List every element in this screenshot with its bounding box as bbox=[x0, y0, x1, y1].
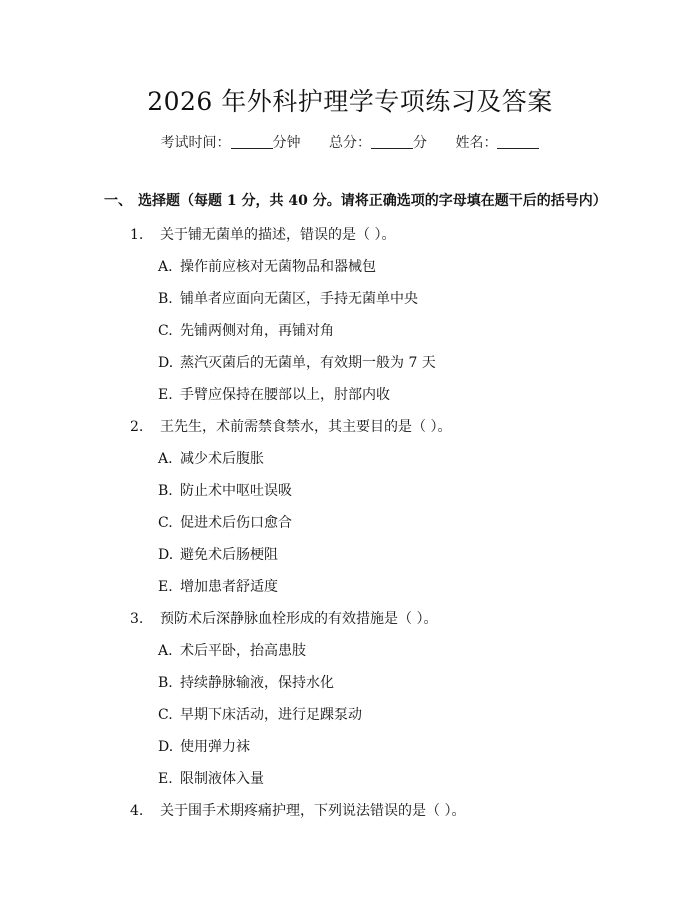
question-number: 1. bbox=[130, 227, 144, 243]
question-number: 3. bbox=[130, 611, 144, 627]
option-text: 手臂应保持在腰部以上，肘部内收 bbox=[180, 387, 390, 403]
option-text: 持续静脉输液，保持水化 bbox=[180, 675, 334, 691]
question-stem bbox=[130, 416, 451, 436]
option-text: 术后平卧，抬高患肢 bbox=[180, 643, 306, 659]
option-letter: C. bbox=[158, 707, 173, 723]
section-heading bbox=[104, 190, 607, 210]
option-text: 操作前应核对无菌物品和器械包 bbox=[180, 259, 376, 275]
question-option bbox=[158, 320, 334, 340]
exam-meta bbox=[0, 132, 700, 152]
page-title: 2026 年外科护理学专项练习及答案 bbox=[147, 87, 553, 116]
option-letter: D. bbox=[158, 739, 174, 755]
question-option bbox=[158, 736, 250, 756]
question-option bbox=[158, 384, 390, 404]
question-option bbox=[158, 672, 334, 692]
question-option bbox=[158, 448, 264, 468]
question-option bbox=[158, 768, 264, 788]
question-number: 4. bbox=[130, 803, 144, 819]
section-number: 一、 bbox=[104, 193, 132, 209]
option-letter: E. bbox=[158, 387, 173, 403]
exam-time-unit: 分钟 bbox=[272, 135, 301, 151]
total-score-blank[interactable] bbox=[371, 134, 413, 149]
option-letter: B. bbox=[158, 483, 173, 499]
option-letter: D. bbox=[158, 355, 174, 371]
question-text: 王先生，术前需禁食禁水，其主要目的是（ ）。 bbox=[160, 419, 452, 435]
question-option bbox=[158, 704, 362, 724]
question-stem bbox=[130, 800, 465, 820]
question-option bbox=[158, 288, 418, 308]
option-text: 蒸汽灭菌后的无菌单，有效期一般为 7 天 bbox=[180, 355, 436, 371]
question-option bbox=[158, 640, 306, 660]
question-stem bbox=[130, 608, 437, 628]
question-option bbox=[158, 512, 292, 532]
option-letter: A. bbox=[158, 259, 173, 275]
section-instructions: 选择题（每题 1 分，共 40 分。请将正确选项的字母填在题干后的括号内） bbox=[138, 193, 607, 209]
option-text: 使用弹力袜 bbox=[180, 739, 250, 755]
option-text: 限制液体入量 bbox=[180, 771, 264, 787]
option-letter: A. bbox=[158, 451, 173, 467]
question-number: 2. bbox=[130, 419, 144, 435]
option-text: 减少术后腹胀 bbox=[180, 451, 264, 467]
option-letter: A. bbox=[158, 643, 173, 659]
question-text: 预防术后深静脉血栓形成的有效措施是（ ）。 bbox=[160, 611, 438, 627]
exam-time-field bbox=[161, 132, 301, 152]
option-letter: E. bbox=[158, 579, 173, 595]
total-score-unit: 分 bbox=[413, 135, 427, 151]
question-option bbox=[158, 576, 278, 596]
question-option bbox=[158, 544, 278, 564]
question-option bbox=[158, 352, 436, 372]
name-blank[interactable] bbox=[497, 134, 539, 149]
exam-time-blank[interactable] bbox=[231, 134, 273, 149]
name-field bbox=[455, 132, 539, 152]
option-letter: E. bbox=[158, 771, 173, 787]
option-text: 先铺两侧对角，再铺对角 bbox=[180, 323, 334, 339]
question-text: 关于围手术期疼痛护理，下列说法错误的是（ ）。 bbox=[160, 803, 466, 819]
question-stem bbox=[130, 224, 395, 244]
option-text: 早期下床活动，进行足踝泵动 bbox=[180, 707, 362, 723]
option-text: 促进术后伤口愈合 bbox=[180, 515, 292, 531]
question-option bbox=[158, 480, 292, 500]
option-text: 避免术后肠梗阻 bbox=[180, 547, 278, 563]
question-option bbox=[158, 256, 376, 276]
option-letter: C. bbox=[158, 515, 173, 531]
name-label: 姓名： bbox=[455, 135, 498, 151]
option-text: 铺单者应面向无菌区，手持无菌单中央 bbox=[180, 291, 418, 307]
option-text: 防止术中呕吐误吸 bbox=[180, 483, 292, 499]
exam-time-label: 考试时间： bbox=[160, 135, 231, 151]
option-letter: B. bbox=[158, 291, 173, 307]
question-text: 关于铺无菌单的描述，错误的是（ ）。 bbox=[160, 227, 396, 243]
total-score-field bbox=[329, 132, 427, 152]
option-letter: B. bbox=[158, 675, 173, 691]
total-score-label: 总分： bbox=[329, 135, 371, 151]
option-letter: D. bbox=[158, 547, 174, 563]
option-letter: C. bbox=[158, 323, 173, 339]
option-text: 增加患者舒适度 bbox=[180, 579, 278, 595]
